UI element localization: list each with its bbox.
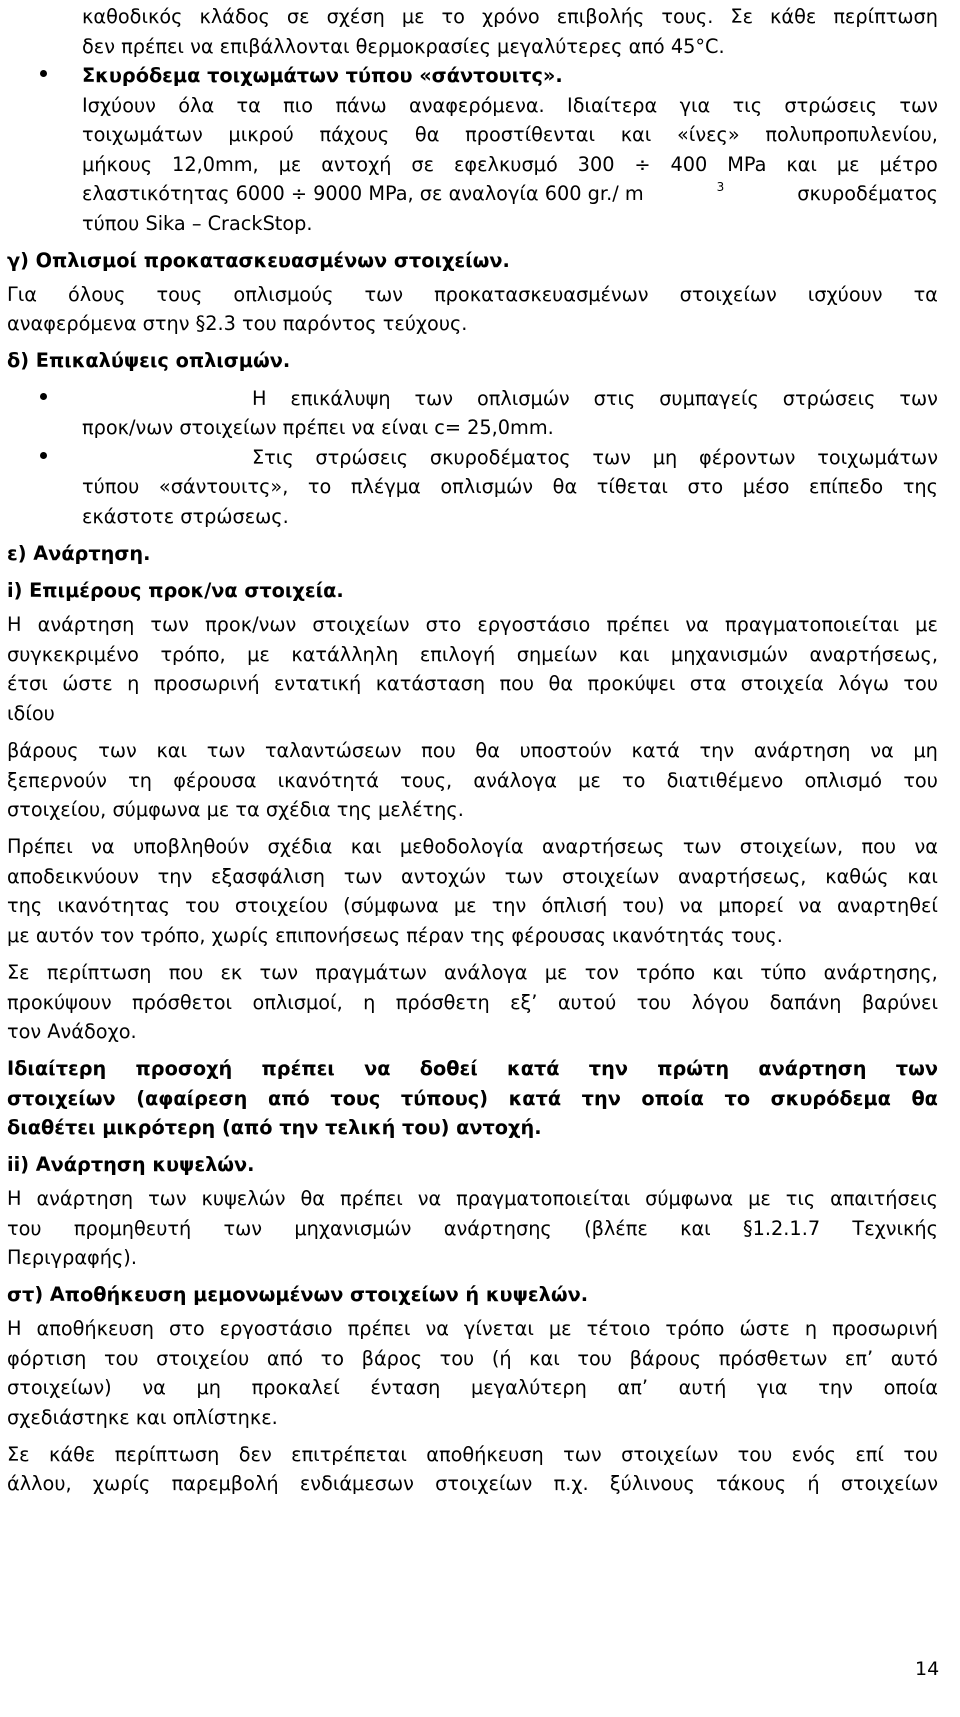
section-d-heading: δ) Επικαλύψεις οπλισμών.: [7, 349, 291, 372]
e-i-p5-line-2: στοιχείων (αφαίρεση από τους τύπους) κατά την οποία το σκυρόδεμα θα: [7, 1087, 938, 1110]
st-p2-line-2: άλλου, χωρίς παρεμβολή ενδιάμεσων στοιχείων π.χ. ξύλινους τάκους ή στοιχείων: [7, 1472, 938, 1495]
e-i-p2-line-1: βάρους των και των ταλαντώσεων που θα υποστούν κατά την ανάρτηση να μη: [7, 739, 938, 762]
e-i-p3-line-4: με αυτόν τον τρόπο, χωρίς επιπονήσεως πέραν της φέρουσας ικανότητάς τους.: [7, 924, 783, 947]
sandwich-line-1: Ισχύουν όλα τα πιο πάνω αναφερόμενα. Ιδιαίτερα για τις στρώσεις των: [82, 94, 938, 117]
section-d-bullet-2-line-1: Στις στρώσεις σκυροδέματος των μη φέροντων τοιχωμάτων: [252, 446, 938, 469]
e-i-p3-line-1: Πρέπει να υποβληθούν σχέδια και μεθοδολογία αναρτήσεως των στοιχείων, που να: [7, 835, 938, 858]
intro-line-1: καθοδικός κλάδος σε σχέση με το χρόνο επιβολής τους. Σε κάθε περίπτωση: [82, 5, 938, 28]
page-number: 14: [915, 1658, 940, 1680]
e-i-p1-line-3: έτσι ώστε η προσωρινή εντατική κατάσταση που θα προκύψει στα στοιχεία λόγω του: [7, 672, 938, 695]
st-p1-line-3: στοιχείων) να μη προκαλεί ένταση μεγαλύτερη απ’ αυτή για την οποία: [7, 1376, 938, 1399]
e-i-p3-line-2: αποδεικνύουν την εξασφάλιση των αντοχών των στοιχείων αναρτήσεως, καθώς και: [7, 865, 938, 888]
section-c-heading: γ) Οπλισμοί προκατασκευασμένων στοιχείων.: [7, 249, 510, 272]
bullet-icon: [40, 452, 47, 459]
section-st-heading: στ) Αποθήκευση μεμονωμένων στοιχείων ή κυψελών.: [7, 1283, 589, 1306]
section-e-i-heading: i) Επιμέρους προκ/να στοιχεία.: [7, 579, 344, 602]
sandwich-line-4: [82, 180, 938, 205]
e-i-p4-line-1: Σε περίπτωση που εκ των πραγμάτων ανάλογα με τον τρόπο και τύπο ανάρτησης,: [7, 961, 938, 984]
e-i-p5-line-3: διαθέτει μικρότερη (από την τελική του) αντοχή.: [7, 1116, 542, 1139]
sandwich-line-4-text: ελαστικότητας 6000 ÷ 9000 MPa, σε αναλογία 600 gr./ m: [82, 182, 644, 205]
e-ii-line-2: του προμηθευτή των μηχανισμών ανάρτησης (βλέπε και §1.2.1.7 Τεχνικής: [7, 1217, 938, 1240]
bullet-icon: [40, 70, 47, 77]
section-d-bullet-1-line-2: προκ/νων στοιχείων πρέπει να είναι c= 25,0mm.: [82, 416, 554, 439]
section-d-bullet-2-line-3: εκάστοτε στρώσεως.: [82, 505, 289, 528]
intro-line-2: δεν πρέπει να επιβάλλονται θερμοκρασίες μεγαλύτερες από 45°C.: [82, 35, 725, 58]
sandwich-line-3: μήκους 12,0mm, με αντοχή σε εφελκυσμό 300 ÷ 400 MPa και με μέτρο: [82, 153, 938, 176]
e-i-p1-line-2: συγκεκριμένο τρόπο, με κατάλληλη επιλογή σημείων και μηχανισμών αναρτήσεως,: [7, 643, 938, 666]
section-c-line-1: Για όλους τους οπλισμούς των προκατασκευασμένων στοιχείων ισχύουν τα: [7, 283, 938, 306]
e-i-p5-line-1: Ιδιαίτερη προσοχή πρέπει να δοθεί κατά την πρώτη ανάρτηση των: [7, 1057, 938, 1080]
section-e-ii-heading: ii) Ανάρτηση κυψελών.: [7, 1153, 255, 1176]
e-i-p4-line-3: τον Ανάδοχο.: [7, 1020, 137, 1043]
sandwich-line-5: τύπου Sika – CrackStop.: [82, 212, 313, 235]
e-i-p2-line-2: ξεπερνούν τη φέρουσα ικανότητά τους, ανάλογα με το διατιθέμενο οπλισμό του: [7, 769, 938, 792]
st-p1-line-1: Η αποθήκευση στο εργοστάσιο πρέπει να γίνεται με τέτοιο τρόπο ώστε η προσωρινή: [7, 1317, 938, 1340]
sandwich-line-4-tail: σκυροδέματος: [797, 182, 938, 205]
e-ii-line-1: Η ανάρτηση των κυψελών θα πρέπει να πραγματοποιείται σύμφωνα με τις απαιτήσεις: [7, 1187, 938, 1210]
cubic-superscript: 3: [716, 180, 725, 194]
e-i-p1-line-4: ιδίου: [7, 702, 55, 725]
section-d-bullet-1-line-1: Η επικάλυψη των οπλισμών στις συμπαγείς στρώσεις των: [252, 387, 938, 410]
e-i-p4-line-2: προκύψουν πρόσθετοι οπλισμοί, η πρόσθετη εξ’ αυτού του λόγου δαπάνη βαρύνει: [7, 991, 938, 1014]
e-i-p2-line-3: στοιχείου, σύμφωνα με τα σχέδια της μελέτης.: [7, 798, 464, 821]
st-p1-line-4: σχεδιάστηκε και οπλίστηκε.: [7, 1406, 278, 1429]
e-i-p3-line-3: της ικανότητας του στοιχείου (σύμφωνα με την όπλισή του) να μπορεί να αναρτηθεί: [7, 894, 938, 917]
bullet-icon: [40, 393, 47, 400]
section-e-heading: ε) Ανάρτηση.: [7, 542, 151, 565]
st-p2-line-1: Σε κάθε περίπτωση δεν επιτρέπεται αποθήκευση των στοιχείων του ενός επί του: [7, 1443, 938, 1466]
sandwich-line-2: τοιχωμάτων μικρού πάχους θα προστίθενται και «ίνες» πολυπροπυλενίου,: [82, 123, 938, 146]
e-i-p1-line-1: Η ανάρτηση των προκ/νων στοιχείων στο εργοστάσιο πρέπει να πραγματοποιείται με: [7, 613, 938, 636]
section-d-bullet-2-line-2: τύπου «σάντουιτς», το πλέγμα οπλισμών θα τίθεται στο μέσο επίπεδο της: [82, 475, 938, 498]
e-ii-line-3: Περιγραφής).: [7, 1246, 137, 1269]
section-c-line-2: αναφερόμενα στην §2.3 του παρόντος τεύχους.: [7, 312, 468, 335]
st-p1-line-2: φόρτιση του στοιχείου από το βάρος του (ή και του βάρους πρόσθετων επ’ αυτό: [7, 1347, 938, 1370]
sandwich-heading: Σκυρόδεμα τοιχωμάτων τύπου «σάντουιτς».: [82, 64, 563, 87]
